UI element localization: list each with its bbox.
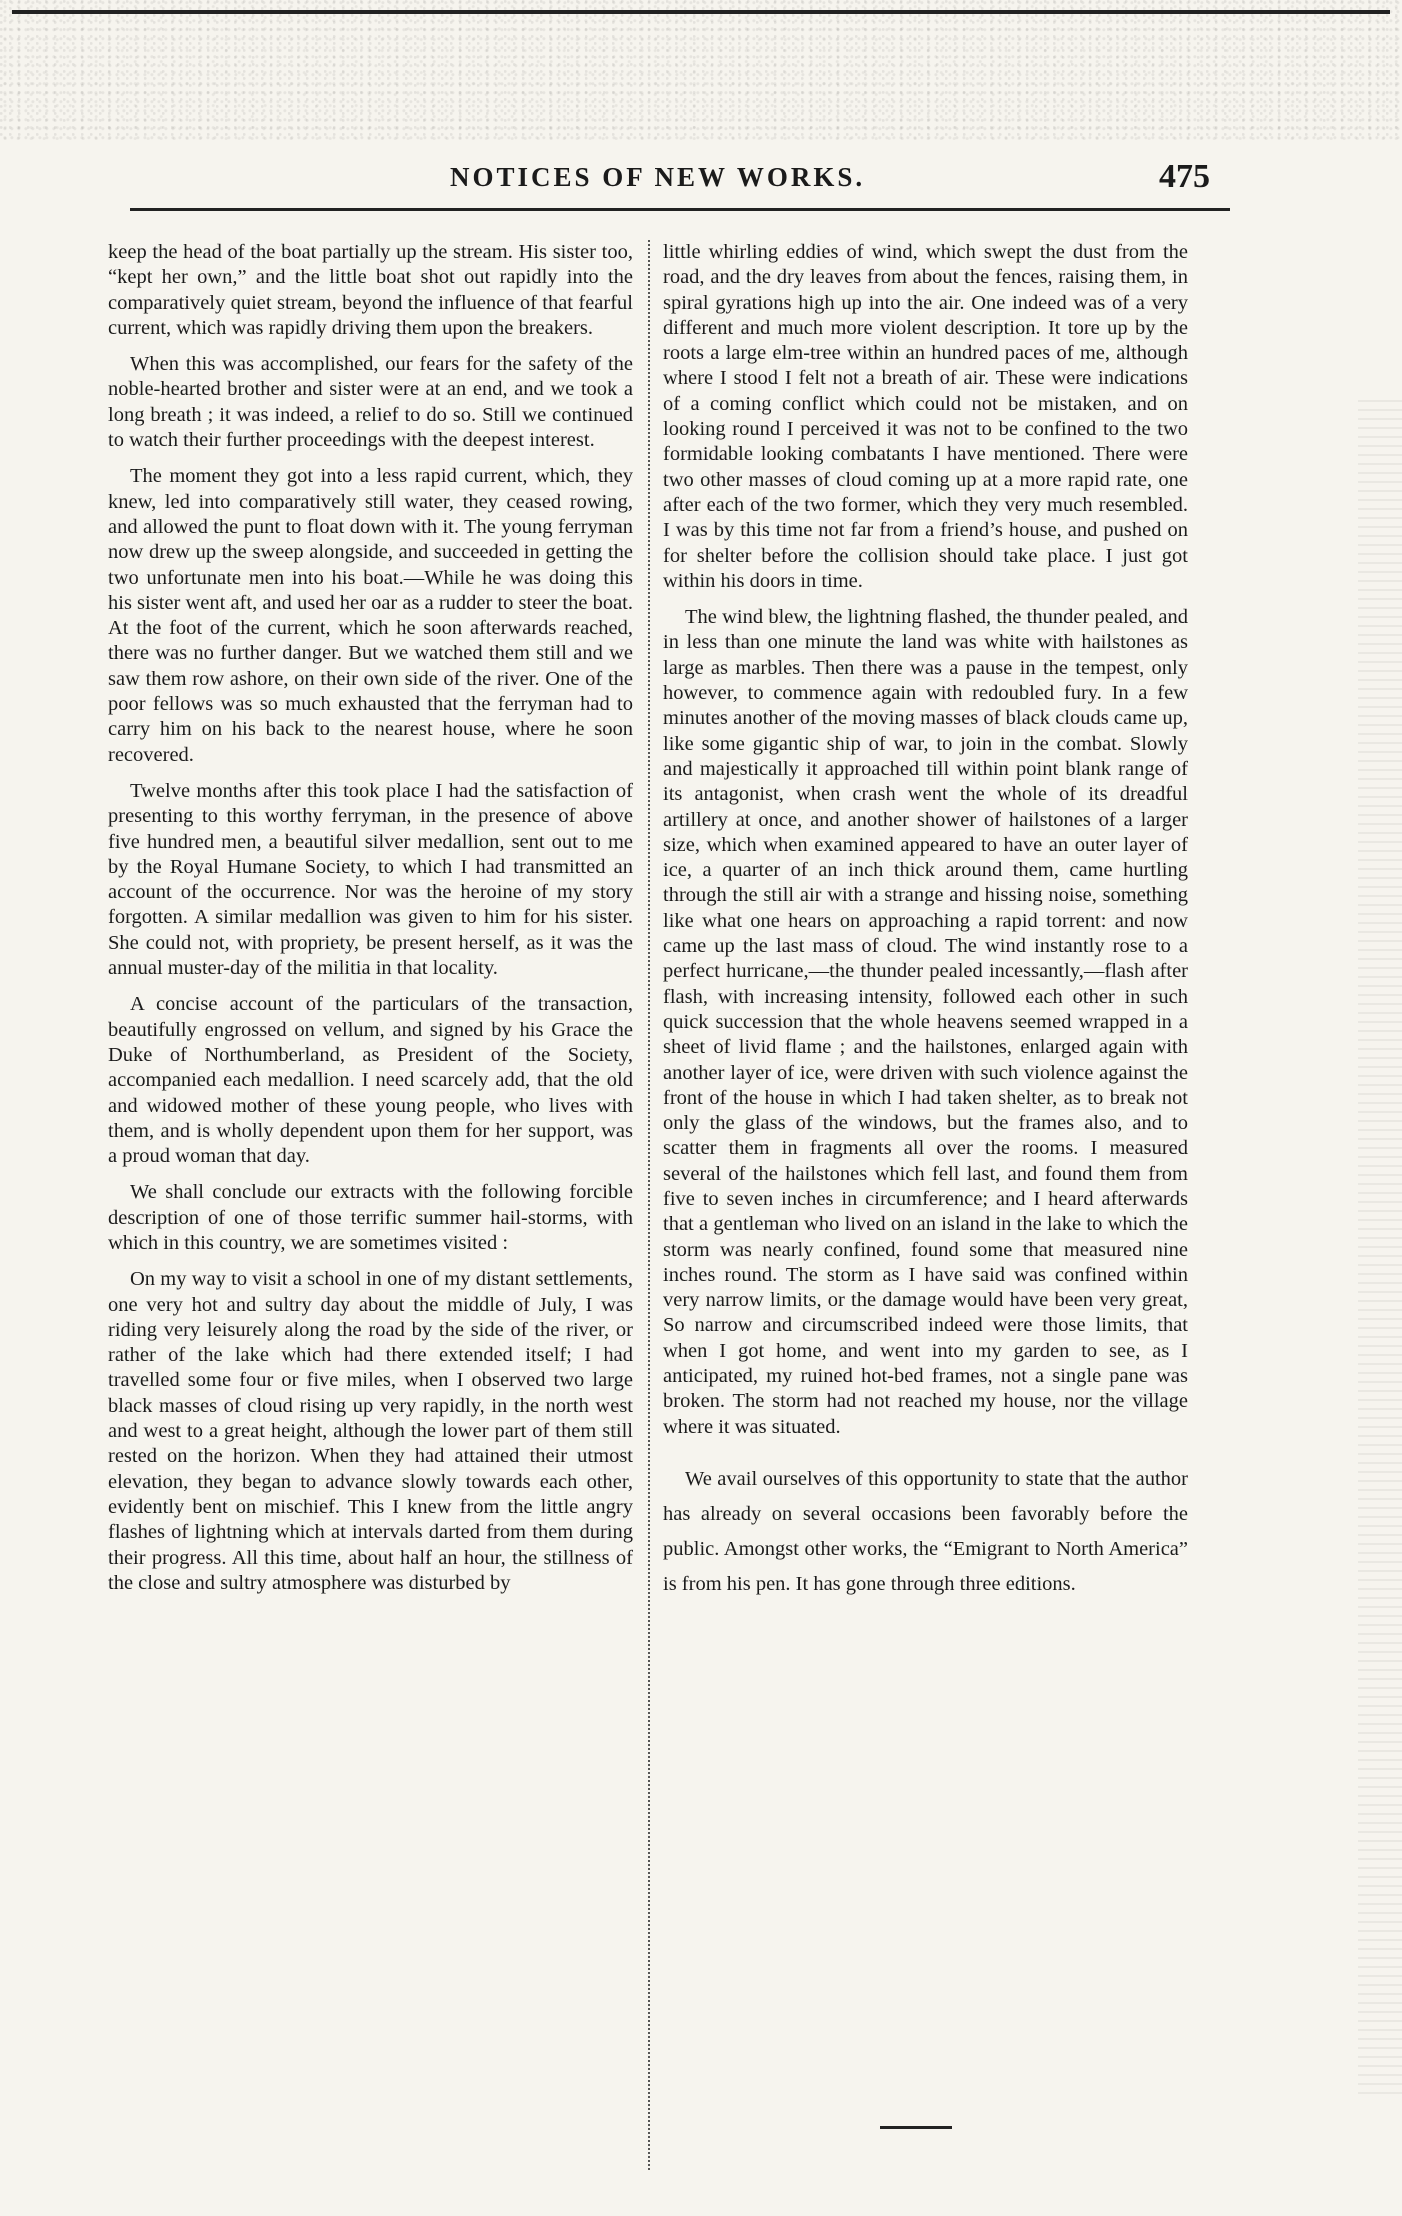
page-number: 475 <box>1159 158 1210 195</box>
closing-paragraph: We avail ourselves of this opportunity to state that the author has already on several occasions been favorably before the public. Amongst other works, the “Emigrant to North America” is from his pen. It has gone through three editions. <box>663 1467 1188 1595</box>
paragraph: When this was accomplished, our fears for the safety of the noble-hearted brother and sister were at an end, and we took a long breath ; it was indeed, a relief to do so. Still we continued to watch their further proceedings with the deepest interest. <box>108 353 633 452</box>
scan-edge-noise <box>1358 400 1402 2100</box>
paragraph: We shall conclude our extracts with the following forcible description of one of those terrific summer hail-storms, with which in this country, we are sometimes visited : <box>108 1181 633 1254</box>
paragraph: The moment they got into a less rapid current, which, they knew, led into comparatively still water, they ceased rowing, and allowed the punt to float down with it. The young ferryman now drew up the sweep alongside, and succeeded in getting the two unfortunate men into his boat.—While he was doing this his sister went aft, and used her oar as a rudder to steer the boat. At the foot of the current, which he soon afterwards reached, there was no further danger. But we watched them still and we saw them row ashore, on their own side of the river. One of the poor fellows was so much exhausted that the ferryman had to carry him on his back to the nearest house, where he soon recovered. <box>108 465 633 766</box>
page-header <box>130 160 1230 212</box>
top-border-rule <box>12 10 1390 14</box>
running-head: NOTICES OF NEW WORKS. <box>450 162 866 192</box>
paragraph: Twelve months after this took place I had the satisfaction of presenting to this worthy ferryman, in the presence of above five hundred men, a beautiful silver medallion, sent out to me by the Royal Humane Society, to which I had transmitted an account of the occurrence. Nor was the heroine of my story forgotten. A similar medallion was given to him for his sister. She could not, with propriety, be present herself, as it was the annual muster-day of the militia in that locality. <box>108 779 633 980</box>
quoted-paragraph: On my way to visit a school in one of my distant settlements, one very hot and sultry day about the middle of July, I was riding very leisurely along the road by the side of the river, or rather of the lake which had there extended itself; I had travelled some four or five miles, when I observed two large black masses of cloud rising up very rapidly, in the north west and west to a great height, although the lower part of them still rested on the horizon. When they had attained their utmost elevation, they began to advance slowly towards each other, evidently bent on mischief. This I knew from the little angry flashes of lightning which at intervals darted from them during their progress. All this time, about half an hour, the stillness of the close and sultry atmosphere was disturbed by <box>108 1268 633 1594</box>
paragraph: A concise account of the particulars of the transaction, beautifully engrossed on vellum, and signed by his Grace the Duke of Northumberland, as President of the Society, accompanied each medallion. I need scarcely add, that the old and widowed mother of these young people, who lives with them, and is wholly dependent upon them for her support, was a proud woman that day. <box>108 993 633 1168</box>
right-column <box>663 240 1188 2180</box>
scan-margin-noise <box>0 0 1402 140</box>
quoted-paragraph: little whirling eddies of wind, which swept the dust from the road, and the dry leaves from about the fences, raising them, in spiral gyrations high up into the air. One indeed was of a very different and much more violent description. It tore up by the roots a large elm-tree within an hundred paces of me, although where I stood I felt not a breath of air. These were indications of a coming conflict which could not be mistaken, and on looking round I perceived it was not to be confined to the two formidable looking combatants I have mentioned. There were two other masses of cloud coming up at a more rapid rate, one after each of the two former, which they very much resembled. I was by this time not far from a friend’s house, and pushed on for shelter before the collision should take place. I just got within his doors in time. <box>663 241 1188 592</box>
end-rule <box>880 2126 952 2129</box>
column-divider <box>648 240 650 2170</box>
quoted-paragraph: The wind blew, the lightning flashed, the thunder pealed, and in less than one minute the land was white with hailstones as large as marbles. Then there was a pause in the tempest, only however, to commence again with redoubled fury. In a few minutes another of the moving masses of black clouds came up, like some gigantic ship of war, to join in the combat. Slowly and majestically it approached till within point blank range of its antagonist, when crash went the whole of its dreadful artillery at once, and another shower of hailstones of a larger size, which when examined appeared to have an outer layer of ice, a quarter of an inch thick around them, came hurtling through the still air with a strange and hissing noise, something like what one hears on approaching a rapid torrent: and now came up the last mass of cloud. The wind instantly rose to a perfect hurricane,—the thunder pealed incessantly,—flash after flash, with increasing intensity, followed each other in such quick succession that the whole heavens seemed wrapped in a sheet of livid flame ; and the hailstones, enlarged again with another layer of ice, were driven with such violence against the front of the house in which I had taken shelter, as to break not only the glass of the windows, but the frames also, and to scatter them in fragments all over the rooms. I measured several of the hailstones which fell last, and found them from five to seven inches in circumference; and I heard afterwards that a gentleman who lived on an island in the lake to which the storm was nearly confined, found some that measured nine inches round. The storm as I have said was confined within very narrow limits, or the damage would have been very great, So narrow and circumscribed indeed were those limits, that when I got home, and went into my garden to see, as I anticipated, my ruined hot-bed frames, not a single pane was broken. The storm had not reached my house, nor the village where it was situated. <box>663 606 1188 1438</box>
header-rule <box>130 208 1230 211</box>
paragraph: keep the head of the boat partially up the stream. His sister too, “kept her own,” and the little boat shot out rapidly into the comparatively quiet stream, beyond the influence of that fearful current, which was rapidly driving them upon the breakers. <box>108 241 633 339</box>
left-column <box>108 240 633 2180</box>
